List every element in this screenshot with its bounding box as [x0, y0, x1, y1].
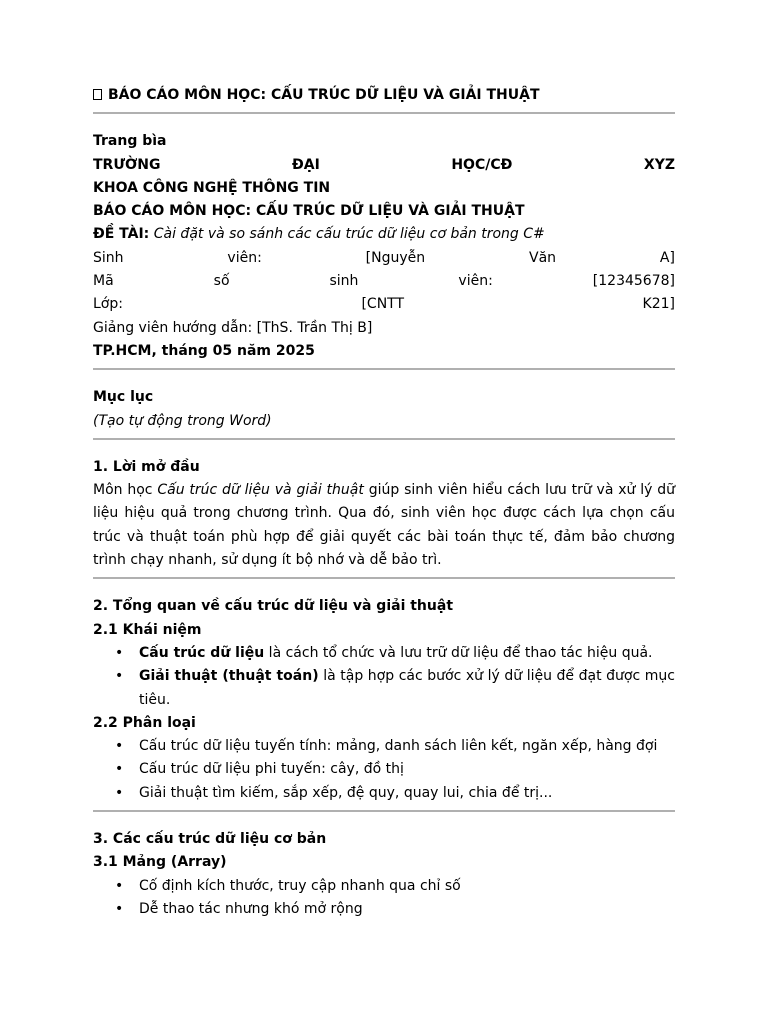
bookmark-icon [93, 89, 102, 100]
report-title: BÁO CÁO MÔN HỌC: CẤU TRÚC DỮ LIỆU VÀ GIẢI THUẬT [93, 203, 525, 220]
faculty-name: KHOA CÔNG NGHỆ THÔNG TIN [93, 179, 331, 196]
list-item: • Cấu trúc dữ liệu tuyến tính: mảng, danh sách liên kết, ngăn xếp, hàng đợi [139, 735, 675, 758]
student-name-line: Sinh viên: [Nguyễn Văn A] [93, 249, 675, 266]
list-item: • Dễ thao tác nhưng khó mở rộng [139, 898, 675, 921]
topic-line [93, 223, 675, 246]
document-title: BÁO CÁO MÔN HỌC: CẤU TRÚC DỮ LIỆU VÀ GIẢI THUẬT [93, 84, 675, 107]
topic-value: Cài đặt và so sánh các cấu trúc dữ liệu cơ bản trong C# [153, 226, 545, 243]
list-item: • Cấu trúc dữ liệu phi tuyến: cây, đồ thị [139, 758, 675, 781]
divider [93, 577, 675, 579]
section-3-1-heading: 3.1 Mảng (Array) [93, 854, 227, 871]
document-body [93, 84, 675, 921]
cover-heading: Trang bìa [93, 133, 167, 150]
toc-heading: Mục lục [93, 389, 154, 406]
divider [93, 112, 675, 114]
class-line: Lớp: [CNTT K21] [93, 296, 675, 313]
toc-note: (Tạo tự động trong Word) [93, 412, 272, 429]
school-name: TRƯỜNG ĐẠI HỌC/CĐ XYZ [93, 156, 675, 173]
list-item: • Giải thuật tìm kiếm, sắp xếp, đệ quy, quay lui, chia để trị... [139, 782, 675, 805]
section-2-2-heading: 2.2 Phân loại [93, 714, 196, 731]
place-date: TP.HCM, tháng 05 năm 2025 [93, 342, 315, 359]
array-list [93, 875, 675, 922]
classification-list [93, 735, 675, 805]
advisor-line: Giảng viên hướng dẫn: [ThS. Trần Thị B] [93, 319, 373, 336]
concept-list [93, 642, 675, 712]
list-item: • Cố định kích thước, truy cập nhanh qua chỉ số [139, 875, 675, 898]
intro-paragraph: Môn học Cấu trúc dữ liệu và giải thuật giúp sinh viên hiểu cách lưu trữ và xử lý dữ liệu hiệu quả trong chương trình. Qua đó, sinh viên học được cách lựa chọn cấu trúc và thuật toán phù hợp để giải quyết các bài toán thực tế, đảm bảo chương trình chạy nhanh, sử dụng ít bộ nhớ và dễ bảo trì. [93, 482, 676, 569]
section-2-1-heading: 2.1 Khái niệm [93, 621, 202, 638]
list-item: • Giải thuật (thuật toán) là tập hợp các bước xử lý dữ liệu để đạt được mục tiêu. [139, 665, 675, 712]
topic-label: ĐỀ TÀI: [93, 226, 150, 243]
divider [93, 438, 675, 440]
student-id-line: Mã số sinh viên: [12345678] [93, 273, 675, 290]
divider [93, 368, 675, 370]
divider [93, 810, 675, 812]
list-item: • Cấu trúc dữ liệu là cách tổ chức và lưu trữ dữ liệu để thao tác hiệu quả. [139, 642, 675, 665]
section-3-heading: 3. Các cấu trúc dữ liệu cơ bản [93, 831, 327, 848]
section-2-heading: 2. Tổng quan về cấu trúc dữ liệu và giải thuật [93, 598, 454, 615]
section-1-heading: 1. Lời mở đầu [93, 458, 200, 475]
